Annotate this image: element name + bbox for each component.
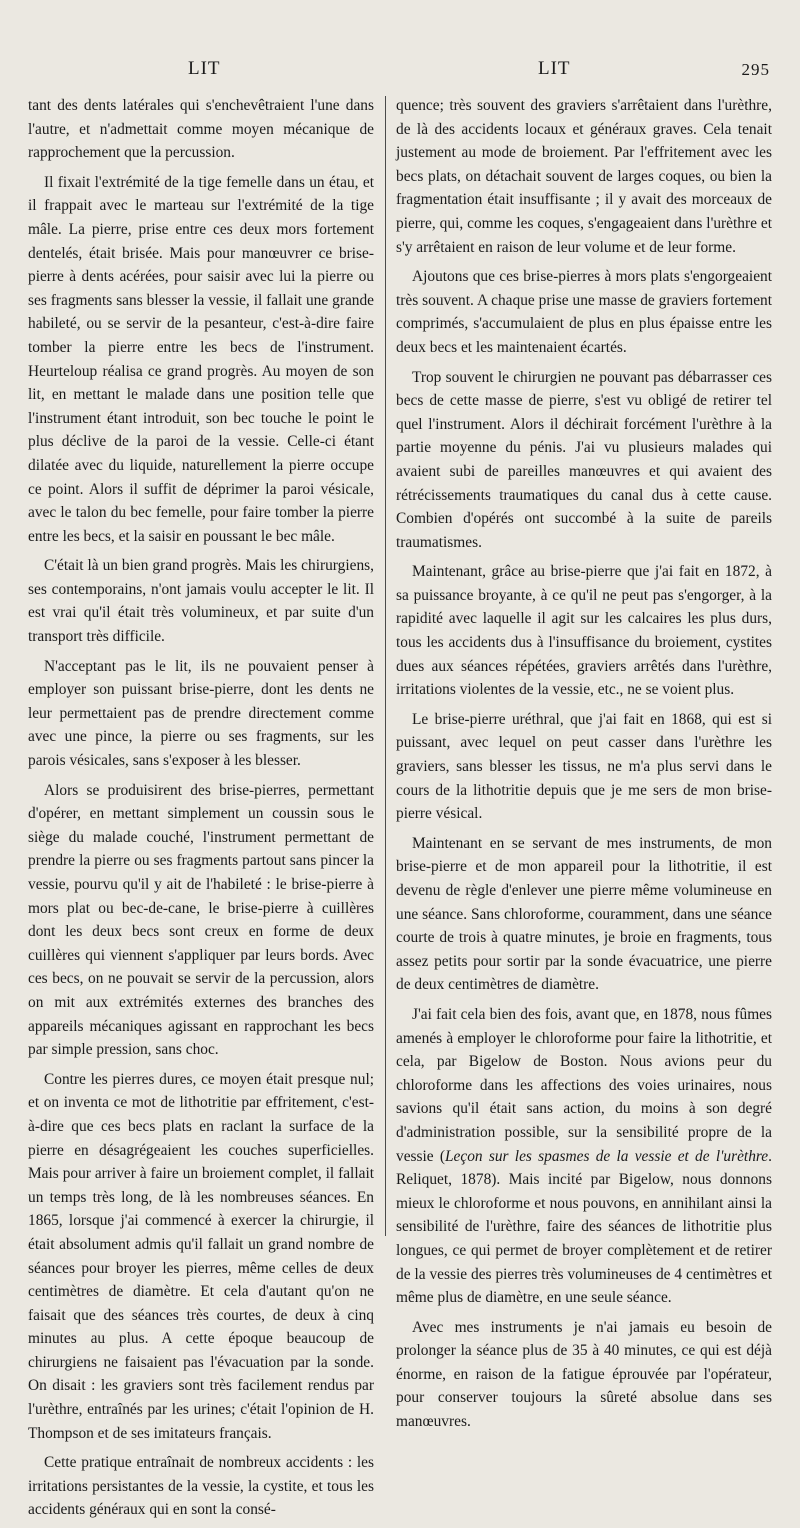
paragraph: Contre les pierres dures, ce moyen était presque nul; et on inventa ce mot de lithotritie par effritement, c'est-à-dire que ces becs plats en raclant la surface de la pierre en désagrégeaient les couches superficielles. Mais pour arriver à faire un broiement complet, il fallait un temps très long, de là les nombreuses séances. En 1865, lorsque j'ai commencé à exercer la chirurgie, il était absolument admis qu'il fallait un grand nombre de séances pour broyer les pierres, même celles de deux centimètres de diamètre. Et cela d'autant qu'on ne faisait que des séances très courtes, de deux à cinq minutes au plus. A cette époque beaucoup de chirurgiens ne faisaient pas l'évacuation par la sonde. On disait : les graviers sont très facilement rendus par l'urèthre, entraînés par les urines; c'était l'opinion de H. Thompson et de ses imitateurs français. [28,1070,374,1442]
paragraph-text: J'ai fait cela bien des fois, avant que, en 1878, nous fûmes amenés à employer le chloroforme pour faire la lithotritie, et cela, par Bigelow de Boston. Nous avions peur du chloroforme dans les affections des voies urinaires, nous savions qu'il était sans action, du moins à son degré d'administration possible, sur la sensibilité propre de la vessie ( [396,1005,772,1165]
paragraph: Maintenant, grâce au brise-pierre que j'ai fait en 1872, à sa puissance broyante, à ce qu'il ne peut pas s'engorger, à la rapidité avec laquelle il agit sur les calcaires les plus durs, tous les accidents dus à l'insuffisance du broiement, cystites dues aux séances répétées, graviers arrêtés dans l'urèthre, irritations violentes de la vessie, etc., ne se voient plus. [396,563,772,699]
paragraph: Maintenant en se servant de mes instruments, de mon brise-pierre et de mon appareil pour la lithotritie, il est devenu de règle d'enlever une pierre même volumineuse en une séance. Sans chloroforme, couramment, dans une séance courte de trois à quatre minutes, je broie en fragments, tous assez petits pour sortir par la sonde évacuatrice, une pierre de deux centimètres de diamètre. [396,834,772,994]
running-head-left: LIT [188,58,221,79]
running-head-center: LIT [538,58,571,79]
page-number: 295 [741,60,770,79]
paragraph: Avec mes instruments je n'ai jamais eu besoin de prolonger la séance plus de 35 à 40 minutes, ce qui est déjà énorme, en raison de la fatigue éprouvée par l'opérateur, pour conserver toujours la sûreté absolue dans ses manœuvres. [396,1318,772,1431]
paragraph: Alors se produisirent des brise-pierres, permettant d'opérer, en mettant simplement un coussin sous le siège du malade couché, l'instrument permettant de prendre la pierre ou ses fragments partout sans pincer la vessie, pourvu qu'il y ait de l'habileté : le brise-pierre à mors plat ou bec-de-cane, le brise-pierre à cuillères dont les deux becs sont creux en forme de deux cuillères qui viennent s'appliquer par leurs bords. Avec ces becs, on ne pouvait se servir de la percussion, alors on mit aux extrémités externes des branches des appareils mécaniques agissant en rapprochant les becs par simple pression, sans choc. [28,781,374,1059]
paragraph: C'était là un bien grand progrès. Mais les chirurgiens, ses contemporains, n'ont jamais voulu accepter le lit. Il est vrai qu'il était très volumineux, et par suite d'un transport très difficile. [28,557,374,646]
paragraph: N'acceptant pas le lit, ils ne pouvaient penser à employer son puissant brise-pierre, dont les dents ne leur permettaient pas de prendre directement comme avec une pince, la pierre ou ses fragments, sur les parois vésicales, sans s'exposer à les blesser. [28,657,374,770]
paragraph: Trop souvent le chirurgien ne pouvant pas débarrasser ces becs de cette masse de pierre, s'est vu obligé de retirer tel quel l'instrument. Alors il déchirait forcément l'urèthre à la partie moyenne du pénis. J'ai vu plusieurs malades qui avaient subi de pareilles manœuvres et qui avaient des rétrécissements traumatiques du canal dus à cette cause. Combien d'opérés ont succombé à la suite de pareils traumatismes. [396,368,772,551]
paragraph: quence; très souvent des graviers s'arrêtaient dans l'urèthre, de là des accidents locaux et généraux graves. Cela tenait justement au mode de broiement. Par l'effritement avec les becs plats, on détachait souvent de larges coques, ou bien la fragmentation était insuffisante ; il y avait des morceaux de pierre, qui, comme les coques, s'engageaient dans l'urèthre et s'y arrêtaient en raison de leur volume et de leur forme. [396,97,772,256]
paragraph-text: . Reliquet, 1878). Mais incité par Bigelow, nous donnons mieux le chloroforme et nous pouvons, en annihilant ainsi la sensibilité de l'urèthre, faire des séances de lithotritie plus longues, ce qui permet de broyer complètement et de retirer de la vessie des pierres très volumineuses de 4 centimètres et même plus de diamètre, en une seule séance. [396,1147,773,1307]
cited-title: Leçon sur les spasmes de la vessie et de l'urèthre [445,1147,769,1165]
left-column [28,94,374,1528]
paragraph-with-citation [396,1003,772,1310]
paragraph: Ajoutons que ces brise-pierres à mors plats s'engorgeaient très souvent. A chaque prise une masse de graviers fortement comprimés, s'accumulaient de plus en plus épaisse entre les deux becs et les maintenaient écartés. [396,268,772,356]
paragraph: Cette pratique entraînait de nombreux accidents : les irritations persistantes de la vessie, la cystite, et tous les accidents généraux qui en sont la consé- [28,1454,374,1519]
paragraph: Il fixait l'extrémité de la tige femelle dans un étau, et il frappait avec le marteau sur l'extrémité de la tige mâle. La pierre, prise entre ces deux mors fortement dentelés, était brisée. Mais pour manœuvrer ce brise-pierre à dents acérées, pour saisir avec lui la pierre ou ses fragments sans blesser la vessie, il fallait une grande habileté, ou se servir de la pesanteur, c'est-à-dire faire tomber la pierre entre les becs de l'instrument. Heurteloup réalisa ce grand progrès. Au moyen de son lit, en mettant le malade dans une position telle que l'instrument étant introduit, son bec touche le point le plus déclive de la paroi de la vessie. Celle-ci étant dilatée avec du liquide, naturellement la pierre occupe ce point. Alors il suffit de déprimer la paroi vésicale, avec le talon du bec femelle, pour faire tomber la pierre entre les becs, et la saisir en poussant le bec mâle. [28,173,374,545]
right-column [396,94,772,1440]
column-divider [385,96,386,1236]
paragraph: Le brise-pierre uréthral, que j'ai fait en 1868, qui est si puissant, avec lequel on peut casser dans l'urèthre les graviers, sans blesser les tissus, ne m'a plus servi dans le cours de la lithotritie depuis que je me sers de mon brise-pierre vésical. [396,710,772,823]
paragraph: tant des dents latérales qui s'enchevêtraient l'une dans l'autre, et n'admettait comme moyen mécanique de rapprochement que la percussion. [28,97,374,162]
